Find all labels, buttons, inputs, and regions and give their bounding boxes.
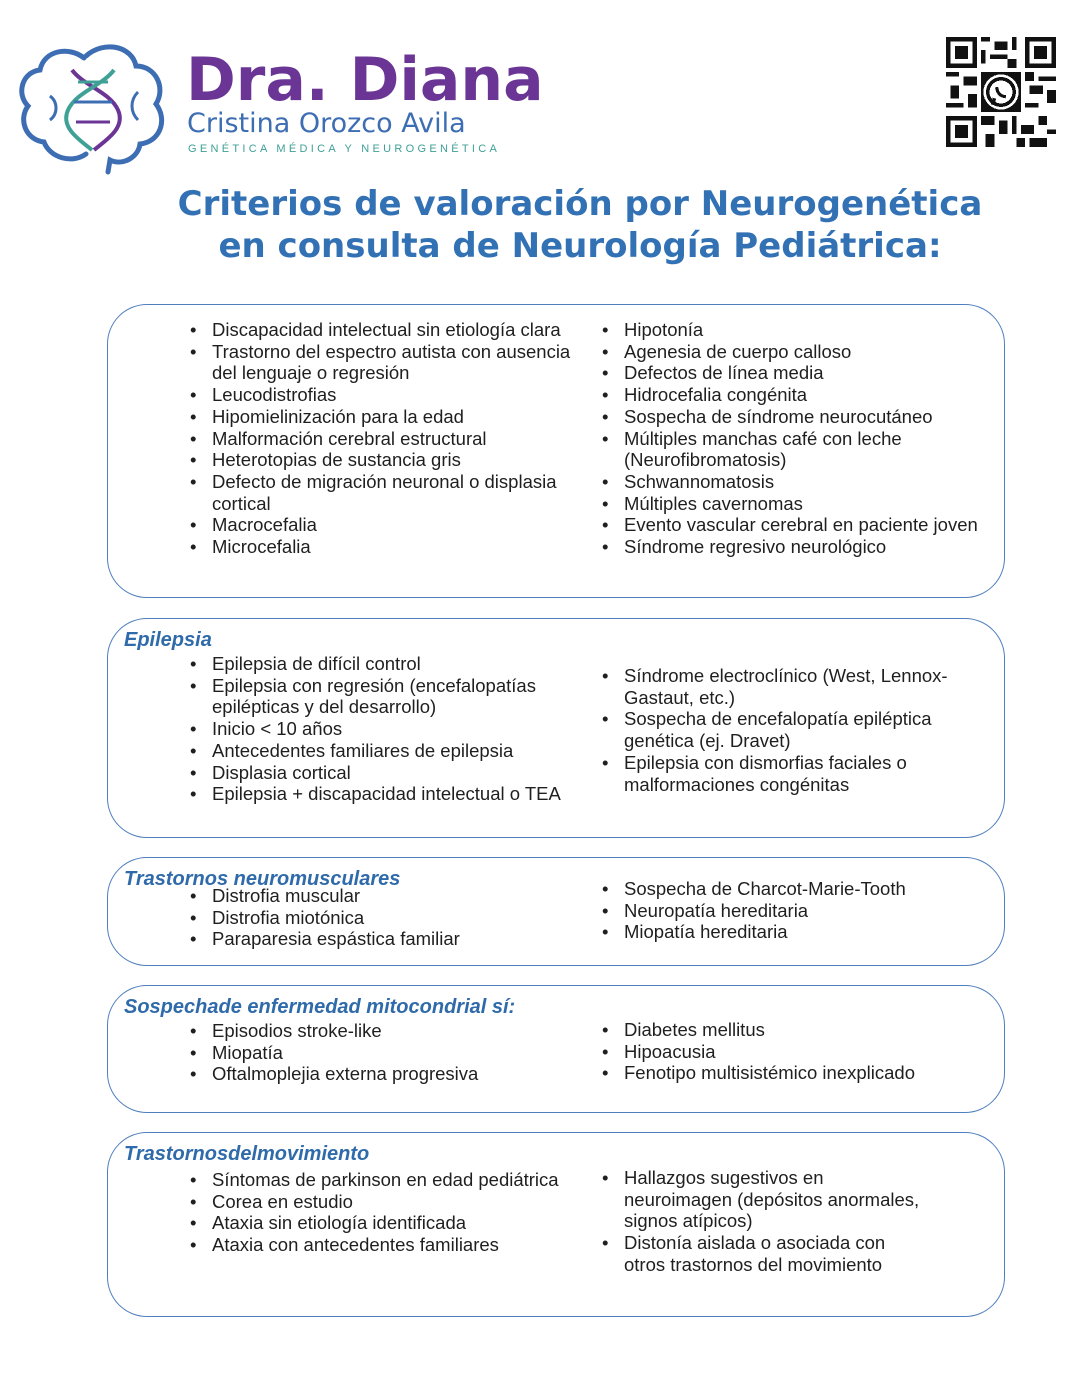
section-heading-mitocondrial: Sospechade enfermedad mitocondrial sí: xyxy=(124,996,516,1018)
list-item: • Hidrocefalia congénita xyxy=(600,384,990,406)
list-item: • Agenesia de cuerpo calloso xyxy=(600,341,990,363)
list-item: • Miopatía hereditaria xyxy=(600,921,990,943)
list-item: • Hipotonía xyxy=(600,319,990,341)
list-item: • Distrofia miotónica xyxy=(188,907,588,929)
list-item: • Epilepsia con regresión (encefalopatías epilépticas y del desarrollo) xyxy=(188,675,588,718)
list-item: • Inicio < 10 años xyxy=(188,718,588,740)
brand-name: Dra. Diana xyxy=(186,45,544,115)
list-item: • Hallazgos sugestivos en neuroimagen (depósitos anormales, signos atípicos) xyxy=(600,1167,920,1232)
list-item: • Corea en estudio xyxy=(188,1191,588,1213)
criteria-list-left xyxy=(188,885,588,950)
list-item: • Hipomielinización para la edad xyxy=(188,406,588,428)
list-item: • Sospecha de Charcot-Marie-Tooth xyxy=(600,878,990,900)
criteria-list-right xyxy=(600,665,990,795)
criteria-list-right xyxy=(600,878,990,943)
list-item: • Episodios stroke-like xyxy=(188,1020,588,1042)
list-item: • Ataxia sin etiología identificada xyxy=(188,1212,588,1234)
list-item: • Fenotipo multisistémico inexplicado xyxy=(600,1062,990,1084)
list-item: • Evento vascular cerebral en paciente joven xyxy=(600,514,990,536)
criteria-list-left xyxy=(188,1169,588,1256)
list-item: • Distonía aislada o asociada con otros trastornos del movimiento xyxy=(600,1232,920,1275)
page-title-line-1: Criterios de valoración por Neurogenética xyxy=(177,184,983,224)
list-item: • Epilepsia de difícil control xyxy=(188,653,588,675)
list-item: • Múltiples cavernomas xyxy=(600,493,990,515)
criteria-list-right xyxy=(600,1167,920,1276)
whatsapp-qr-code-icon[interactable] xyxy=(946,37,1056,147)
list-item: • Discapacidad intelectual sin etiología clara xyxy=(188,319,588,341)
list-item: • Trastorno del espectro autista con ausencia del lenguaje o regresión xyxy=(188,341,588,384)
section-heading-epilepsia: Epilepsia xyxy=(124,629,212,651)
criteria-list-right xyxy=(600,319,990,558)
criteria-box-epilepsia xyxy=(107,618,1005,838)
list-item: • Sospecha de síndrome neurocutáneo xyxy=(600,406,990,428)
list-item: • Epilepsia con dismorfias faciales o malformaciones congénitas xyxy=(600,752,990,795)
list-item: • Defecto de migración neuronal o displasia cortical xyxy=(188,471,588,514)
list-item: • Miopatía xyxy=(188,1042,588,1064)
list-item: • Malformación cerebral estructural xyxy=(188,428,588,450)
criteria-box-general xyxy=(107,304,1005,598)
brand-tagline: GENÉTICA MÉDICA Y NEUROGENÉTICA xyxy=(188,143,501,155)
criteria-box-neuromusculares xyxy=(107,857,1005,966)
list-item: • Múltiples manchas café con leche (Neurofibromatosis) xyxy=(600,428,990,471)
page-title xyxy=(0,183,1080,267)
brand-full-name: Cristina Orozco Avila xyxy=(187,108,466,139)
list-item: • Síndrome regresivo neurológico xyxy=(600,536,990,558)
list-item: • Paraparesia espástica familiar xyxy=(188,928,588,950)
list-item: • Distrofia muscular xyxy=(188,885,588,907)
list-item: • Heterotopias de sustancia gris xyxy=(188,449,588,471)
list-item: • Epilepsia + discapacidad intelectual o TEA xyxy=(188,783,588,805)
list-item: • Ataxia con antecedentes familiares xyxy=(188,1234,588,1256)
criteria-box-mitocondrial xyxy=(107,985,1005,1113)
list-item: • Diabetes mellitus xyxy=(600,1019,990,1041)
list-item: • Leucodistrofias xyxy=(188,384,588,406)
section-heading-neuromusculares: Trastornos neuromusculares xyxy=(124,868,401,890)
list-item: • Macrocefalia xyxy=(188,514,588,536)
list-item: • Microcefalia xyxy=(188,536,588,558)
list-item: • Neuropatía hereditaria xyxy=(600,900,990,922)
criteria-list-left xyxy=(188,653,588,805)
criteria-list-right xyxy=(600,1019,990,1084)
criteria-box-movimiento xyxy=(107,1132,1005,1317)
criteria-list-left xyxy=(188,319,588,558)
list-item: • Síntomas de parkinson en edad pediátrica xyxy=(188,1169,588,1191)
list-item: • Displasia cortical xyxy=(188,762,588,784)
list-item: • Defectos de línea media xyxy=(600,362,990,384)
brain-dna-logo-icon xyxy=(14,36,174,176)
list-item: • Antecedentes familiares de epilepsia xyxy=(188,740,588,762)
section-heading-movimiento: Trastornosdelmovimiento xyxy=(124,1143,370,1165)
page-title-line-2: en consulta de Neurología Pediátrica: xyxy=(218,226,942,266)
list-item: • Oftalmoplejia externa progresiva xyxy=(188,1063,588,1085)
list-item: • Sospecha de encefalopatía epiléptica genética (ej. Dravet) xyxy=(600,708,990,751)
criteria-list-left xyxy=(188,1020,588,1085)
list-item: • Hipoacusia xyxy=(600,1041,990,1063)
list-item: • Schwannomatosis xyxy=(600,471,990,493)
list-item: • Síndrome electroclínico (West, Lennox- Gastaut, etc.) xyxy=(600,665,990,708)
